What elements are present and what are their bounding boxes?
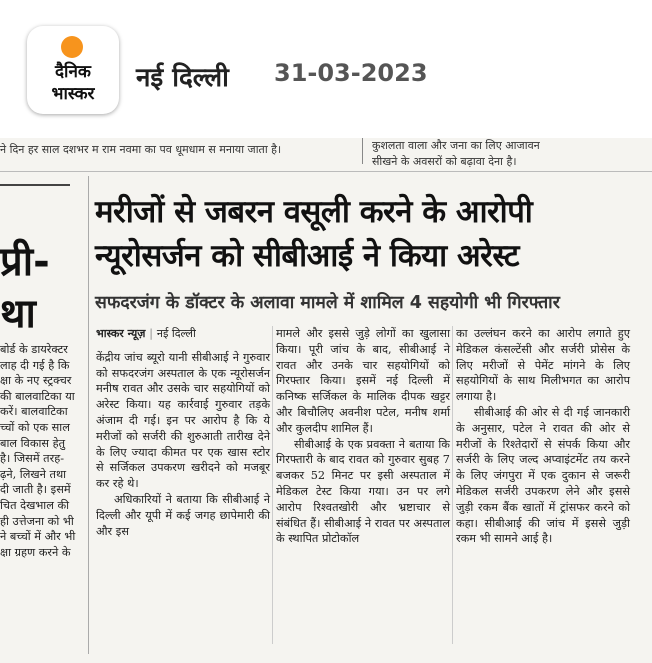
left-line: ढ़ने, लिखने तथा <box>0 467 67 481</box>
article-paragraph: सीबीआई की ओर से दी गई जानकारी के अनुसार, पटेल ने रावत की ओर से मरीजों के रिश्तेदारों से संपर्क किया और सर्जरी के लिए जल्द अप्वाइंटमेंट तय करने के लिए जंगपुरा में एक दुकान से जरूरी मेडिकल सर्जरी उपकरण लेने और इससे जुड़ी रकम बैंक खातों में ट्रांसफर करने को कहा। सीबीआई की जांच में इससे जुड़ी रकम भी सामने आई है। <box>456 405 630 546</box>
column-divider <box>272 326 273 644</box>
left-line: की बालवाटिका या <box>0 389 75 403</box>
article-paragraph: मामले और इससे जुड़े लोगों का खुलासा किया। पूरी जांच के बाद, सीबीआई ने रावत और उनके चार सहयोगियों को गिरफ्तार किया। इसमें नई दिल्ली में कनिष्क सर्जिकल के मालिक दीपक खट्टर और बिचौलिए अवनीश पटेल, मनीष शर्मा और कुलदीप शामिल हैं। <box>276 327 450 435</box>
left-line: बोर्ड के डायरेक्टर <box>0 343 68 356</box>
top-cut-text-left: ने दिन हर साल दशभर म राम नवमा का पव धूमधाम स मनाया जाता है। <box>0 143 282 156</box>
top-cut-line-1: कुशलता वाला और जना का लिए आजावन <box>372 139 540 152</box>
left-line: लाह दी गई है कि <box>0 358 70 372</box>
byline-source: भास्कर न्यूज़ <box>96 327 146 340</box>
headline-line-1: मरीजों से जबरन वसूली करने के आरोपी <box>95 194 533 230</box>
left-column-divider <box>88 176 89 654</box>
byline-city: नई दिल्ली <box>156 327 196 340</box>
left-headline-fragment-2: था <box>0 291 36 337</box>
article-paragraph: अधिकारियों ने बताया कि सीबीआई ने दिल्ली और यूपी में कई जगह छापेमारी की और इस <box>96 492 270 538</box>
column-divider <box>452 326 453 644</box>
app-header <box>0 0 652 138</box>
edition-city: नई दिल्ली <box>136 63 229 93</box>
left-line: बाल विकास हेतु <box>0 436 66 450</box>
left-line: दी जाती है। इसमें <box>0 483 71 497</box>
left-body-fragments <box>0 342 82 560</box>
top-cut-line-2: सीखने के अवसरों को बढ़ावा देना है। <box>372 155 517 168</box>
newspaper-clipping <box>0 138 652 663</box>
left-cut-article <box>0 176 82 656</box>
left-line: च्चों को एक साल <box>0 420 70 434</box>
article-byline <box>96 326 270 342</box>
article-headline <box>95 190 625 278</box>
left-article-rule <box>0 184 70 186</box>
sun-icon <box>61 36 83 58</box>
logo-text-line1: दैनिक <box>55 62 91 82</box>
article-paragraph: केंद्रीय जांच ब्यूरो यानी सीबीआई ने गुरुवार को सफदरजंग अस्पताल के एक न्यूरोसर्जन मनीष रावत और उसके चार सहयोगियों को अरेस्ट किया। यह कार्रवाई गुरुवार तड़के अंजाम दी गई। इन पर आरोप है कि ये मरीजों को सर्जरी की शुरुआती तारीख देने के लिए ज्यादा कीमत पर एक खास स्टोर से सर्जिकल उपकरण खरीदने को मजबूर कर रहे थे। <box>96 350 270 491</box>
column-divider <box>362 138 363 164</box>
logo-text-line2: भास्कर <box>51 84 95 104</box>
byline-separator: | <box>149 327 153 340</box>
dainik-bhaskar-logo[interactable] <box>27 26 119 114</box>
article-column-2 <box>276 326 450 547</box>
edition-date: 31-03-2023 <box>274 59 428 87</box>
left-line: क्षा ग्रहण करने के <box>0 545 71 559</box>
left-line: ने बच्चों में और भी <box>0 530 76 544</box>
left-line: करें। बालवाटिका <box>0 405 68 419</box>
headline-line-2: न्यूरोसर्जन को सीबीआई ने किया अरेस्ट <box>95 238 520 274</box>
left-headline-fragment-1: प्री- <box>0 239 50 285</box>
left-line: ही उत्तेजना को भी <box>0 514 74 528</box>
article-column-1 <box>96 326 270 539</box>
article-column-3 <box>456 326 630 547</box>
article-subheadline: सफदरजंग के डॉक्टर के अलावा मामले में शामिल 4 सहयोगी भी गिरफ्तार <box>95 293 560 313</box>
left-line: चित देखभाल की <box>0 498 70 512</box>
article-paragraph: का उल्लंघन करने का आरोप लगाते हुए मेडिकल कंसल्टेंसी और सर्जरी प्रोसेस के लिए मरीजों से पेमेंट मांगने के लिए सहयोगियों के साथ मिलीभगत का आरोप लगाया है। <box>456 327 630 404</box>
left-line: है। जिसमें तरह- <box>0 452 65 466</box>
article-paragraph: सीबीआई के एक प्रवक्ता ने बताया कि गिरफ्तारी के बाद रावत को गुरुवार सुबह 7 बजकर 52 मिनट पर इसी अस्पताल में मेडिकल टेस्ट किया गया। उन पर लगे आरोप रिश्वतखोरी और भ्रष्टाचार से संबंधित हैं। सीबीआई ने रावत पर अस्पताल के स्थापित प्रोटोकॉल <box>276 437 450 546</box>
left-line: क्षा के नए स्ट्रक्चर <box>0 374 72 388</box>
top-cut-text-right <box>372 138 642 170</box>
section-rule <box>0 171 652 172</box>
